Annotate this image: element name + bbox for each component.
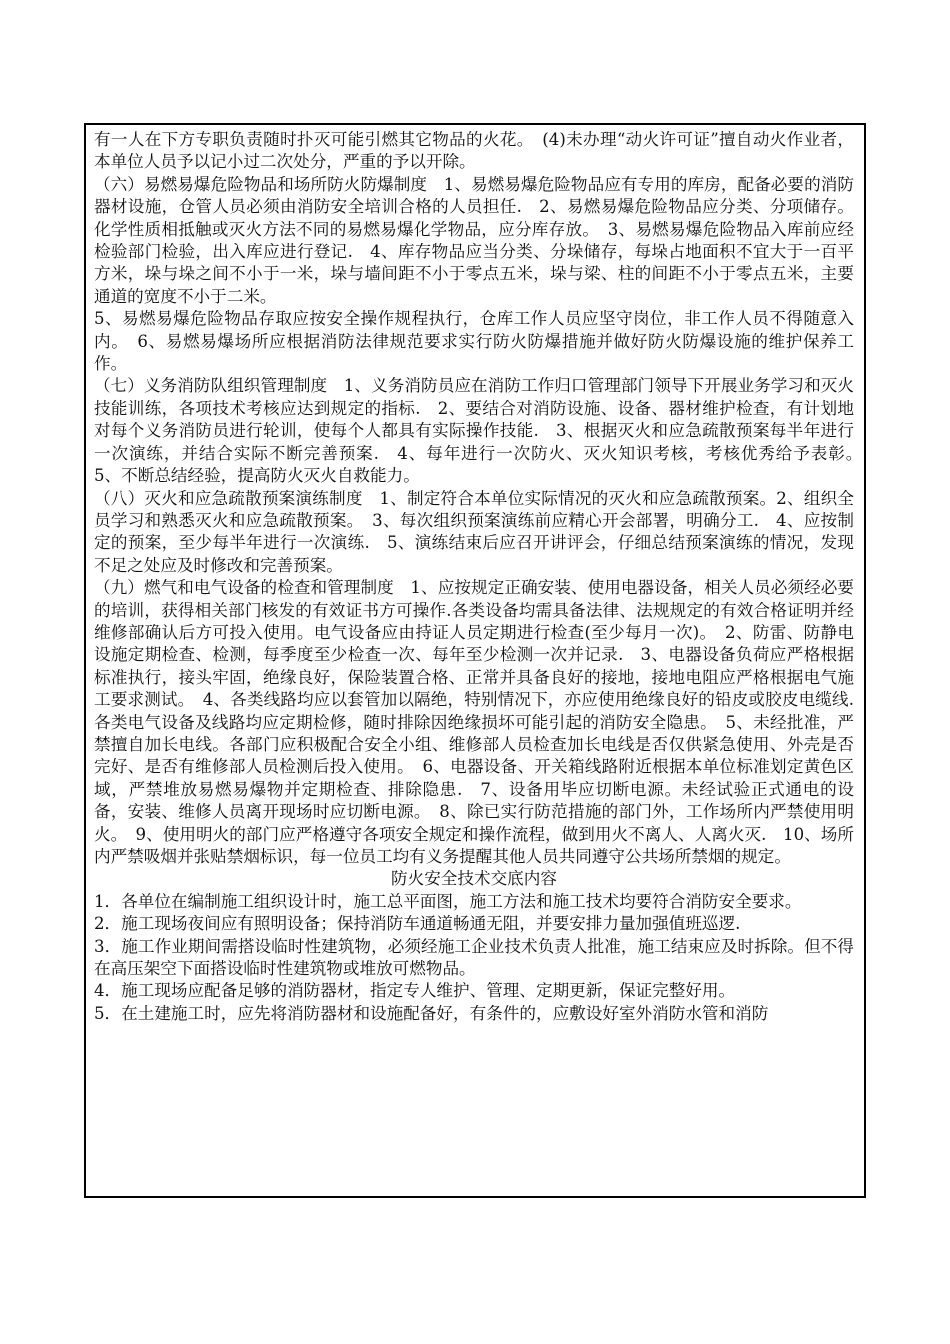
paragraph-hot-work-penalty: 有一人在下方专职负责随时扑灭可能引燃其它物品的火花。 (4)未办理“动火许可证”擅自动火作业者，本单位人员予以记小过二次处分，严重的予以开除。	[94, 130, 854, 172]
list-item: 3．施工作业期间需搭设临时性建筑物，必须经施工企业技术负责人批准，施工结束应及时拆除。但不得在高压架空下面搭设临时性建筑物或堆放可燃物品。	[94, 936, 854, 979]
paragraph-volunteer-fire-team: （七）义务消防队组织管理制度 1、义务消防员应在消防工作归口管理部门领导下开展业务学习和灭火技能训练，各项技术考核应达到规定的指标. 2、要结合对消防设施、设备、器材维护检查，有计划地对每个义务消防员进行轮训，使每个人都具有实际操作技能. 3、根据灭火和应急疏散预案每半年进行一次演练，并结合实际不断完善预案. 4、每年进行一次防火、灭火知识考核，考核优秀给予表彰。 5、不断总结经验，提高防火灭火自救能力。	[94, 376, 871, 486]
paragraph-flammable-access: 5、易燃易爆危险物品存取应按安全操作规程执行，仓库工作人员应坚守岗位，非工作人员不得随意入内。 6、易燃易爆场所应根据消防法律规范要求实行防火防爆措施并做好防火防爆设施的维护保养工作。	[94, 309, 854, 374]
paragraph-gas-electrical: （九）燃气和电气设备的检查和管理制度 1、应按规定正确安装、使用电器设备，相关人员必须经必要的培训，获得相关部门核发的有效证书方可操作.各类设备均需具备法律、法规规定的有效合格证明并经维修部确认后方可投入使用。电气设备应由持证人员定期进行检查(至少每月一次)。 2、防雷、防静电设施定期检查、检测，每季度至少检查一次、每年至少检测一次并记录. 3、电器设备负荷应严格根据标准执行，接头牢固，绝缘良好，保险装置合格、正常并具备良好的接地，接地电阻应严格根据电气施工要求测试。 4、各类线路均应以套管加以隔绝，特别情况下，亦应使用绝缘良好的铅皮或胶皮电缆线.各类电气设备及线路均应定期检修，随时排除因绝缘损坏可能引起的消防安全隐患。 5、未经批准，严禁擅自加长电线。各部门应积极配合安全小组、维修部人员检查加长电线是否仅供紧急使用、外壳是否完好、是否有维修部人员检测后投入使用。 6、电器设备、开关箱线路附近根据本单位标准划定黄色区域，严禁堆放易燃易爆物并定期检查、排除隐患. 7、设备用毕应切断电源。未经试验正式通电的设备，安装、维修人员离开现场时应切断电源。 8、除已实行防范措施的部门外，工作场所内严禁使用明火。 9、使用明火的部门应严格遵守各项安全规定和操作流程，做到用火不离人、人离火灭. 10、场所内严禁吸烟并张贴禁烟标识，每一位员工均有义务提醒其他人员共同遵守公共场所禁烟的规定。	[94, 578, 854, 866]
section-title: 防火安全技术交底内容	[391, 869, 557, 889]
list-item: 5．在土建施工时，应先将消防器材和设施配备好，有条件的，应敷设好室外消防水管和消防	[94, 1003, 769, 1023]
document-frame	[84, 123, 871, 1198]
paragraph-evacuation-drill: （八）灭火和应急疏散预案演练制度 1、制定符合本单位实际情况的灭火和应急疏散预案。2、组织全员学习和熟悉灭火和应急疏散预案。 3、每次组织预案演练前应精心开会部署，明确分工. 4、应按制定的预案，至少每半年进行一次演练. 5、演练结束后应召开讲评会，仔细总结预案演练的情况，发现不足之处应及时修改和完善预案。	[94, 488, 854, 575]
list-item: 2．施工现场夜间应有照明设备；保持消防车通道畅通无阻，并要安排力量加强值班巡逻.	[94, 914, 741, 934]
list-item: 1．各单位在编制施工组织设计时，施工总平面图，施工方法和施工技术均要符合消防安全要求。	[94, 891, 802, 911]
list-item: 4．施工现场应配备足够的消防器材，指定专人维护、管理、定期更新，保证完整好用。	[94, 981, 736, 1001]
paragraph-flammable-storage: （六）易燃易爆危险物品和场所防火防爆制度 1、易燃易爆危险物品应有专用的库房，配备必要的消防器材设施，仓管人员必须由消防安全培训合格的人员担任. 2、易燃易爆危险物品应分类、分项储存。化学性质相抵触或灭火方法不同的易燃易爆化学物品，应分库存放。 3、易燃易爆危险物品入库前应经检验部门检验，出入库应进行登记. 4、库存物品应当分类、分垛储存，每垛占地面积不宜大于一百平方米，垛与垛之间不小于一米，垛与墙间距不小于零点五米，垛与梁、柱的间距不小于零点五米，主要通道的宽度不小于二米。	[94, 174, 854, 306]
